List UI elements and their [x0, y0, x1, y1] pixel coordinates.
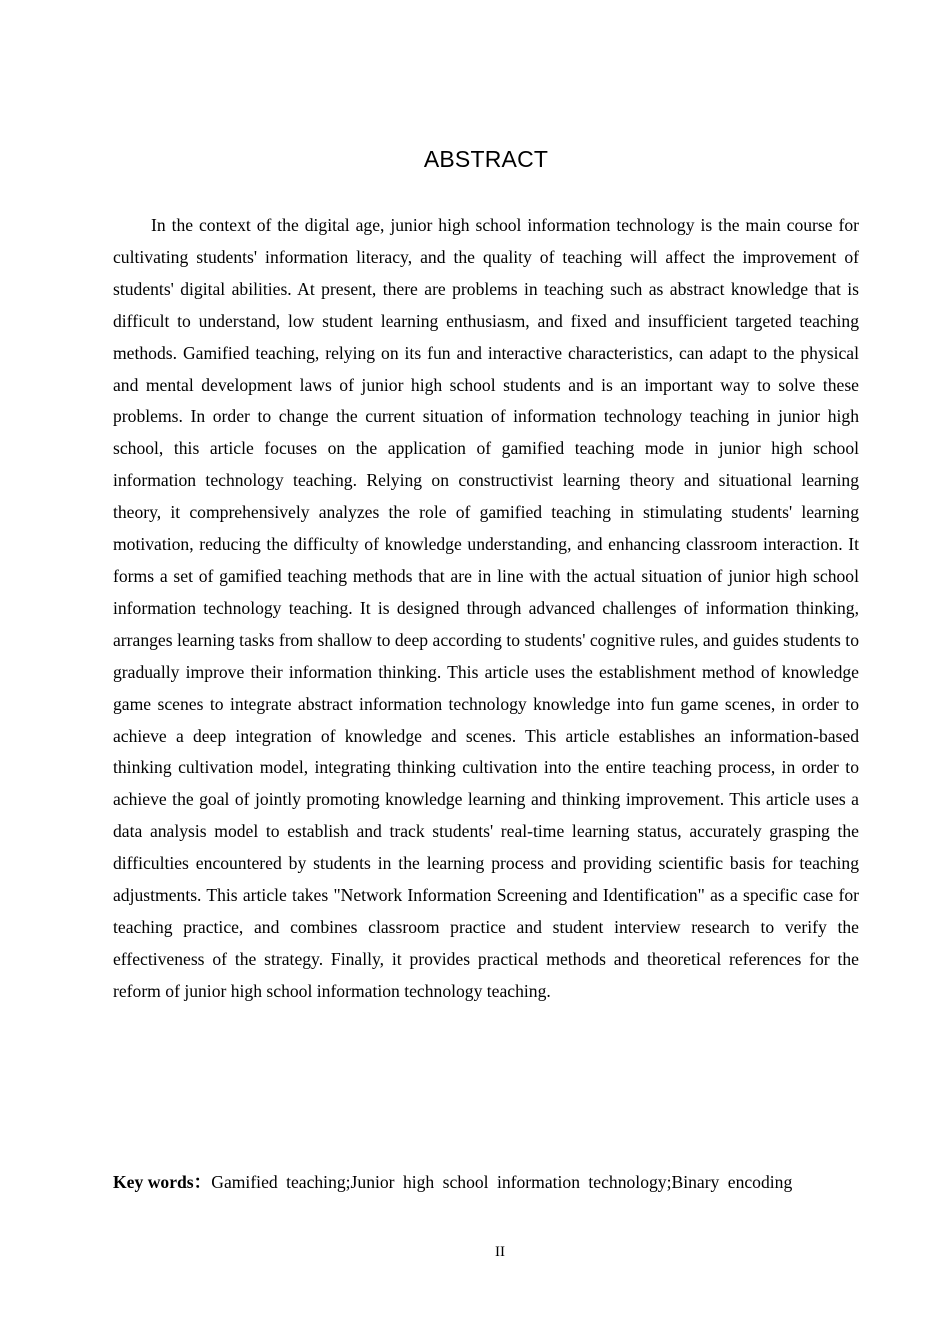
page-number: II	[495, 1244, 505, 1260]
keywords-label: Key words：	[113, 1172, 212, 1192]
keywords-line	[113, 1167, 859, 1199]
keywords-value: Gamified teaching;Junior high school information technology;Binary encoding	[211, 1172, 793, 1192]
abstract-heading: ABSTRACT	[423, 146, 549, 172]
abstract-paragraph: In the context of the digital age, junior high school information technology is the main course for cultivating students' information literacy, and the quality of teaching will affect the improvement of students' digital abilities. At present, there are problems in teaching such as abstract knowledge that is difficult to understand, low student learning enthusiasm, and fixed and insufficient targeted teaching methods. Gamified teaching, relying on its fun and interactive characteristics, can adapt to the physical and mental development laws of junior high school students and is an important way to solve these problems. In order to change the current situation of information technology teaching in junior high school, this article focuses on the application of gamified teaching mode in junior high school information technology teaching. Relying on constructivist learning theory and situational learning theory, it comprehensively analyzes the role of gamified teaching in stimulating students' learning motivation, reducing the difficulty of knowledge understanding, and enhancing classroom interaction. It forms a set of gamified teaching methods that are in line with the actual situation of junior high school information technology teaching. It is designed through advanced challenges of information thinking, arranges learning tasks from shallow to deep according to students' cognitive rules, and guides students to gradually improve their information thinking. This article uses the establishment method of knowledge game scenes to integrate abstract information technology knowledge into fun game scenes, in order to achieve a deep integration of knowledge and scenes. This article establishes an information-based thinking cultivation model, integrating thinking cultivation into the entire teaching process, in order to achieve the goal of jointly promoting knowledge learning and thinking improvement. This article uses a data analysis model to establish and track students' real-time learning status, accurately grasping the difficulties encountered by students in the learning process and providing scientific basis for teaching adjustments. This article takes "Network Information Screening and Identification" as a specific case for teaching practice, and combines classroom practice and student interview research to verify the effectiveness of the strategy. Finally, it provides practical methods and theoretical references for the reform of junior high school information technology teaching.	[113, 215, 859, 1001]
